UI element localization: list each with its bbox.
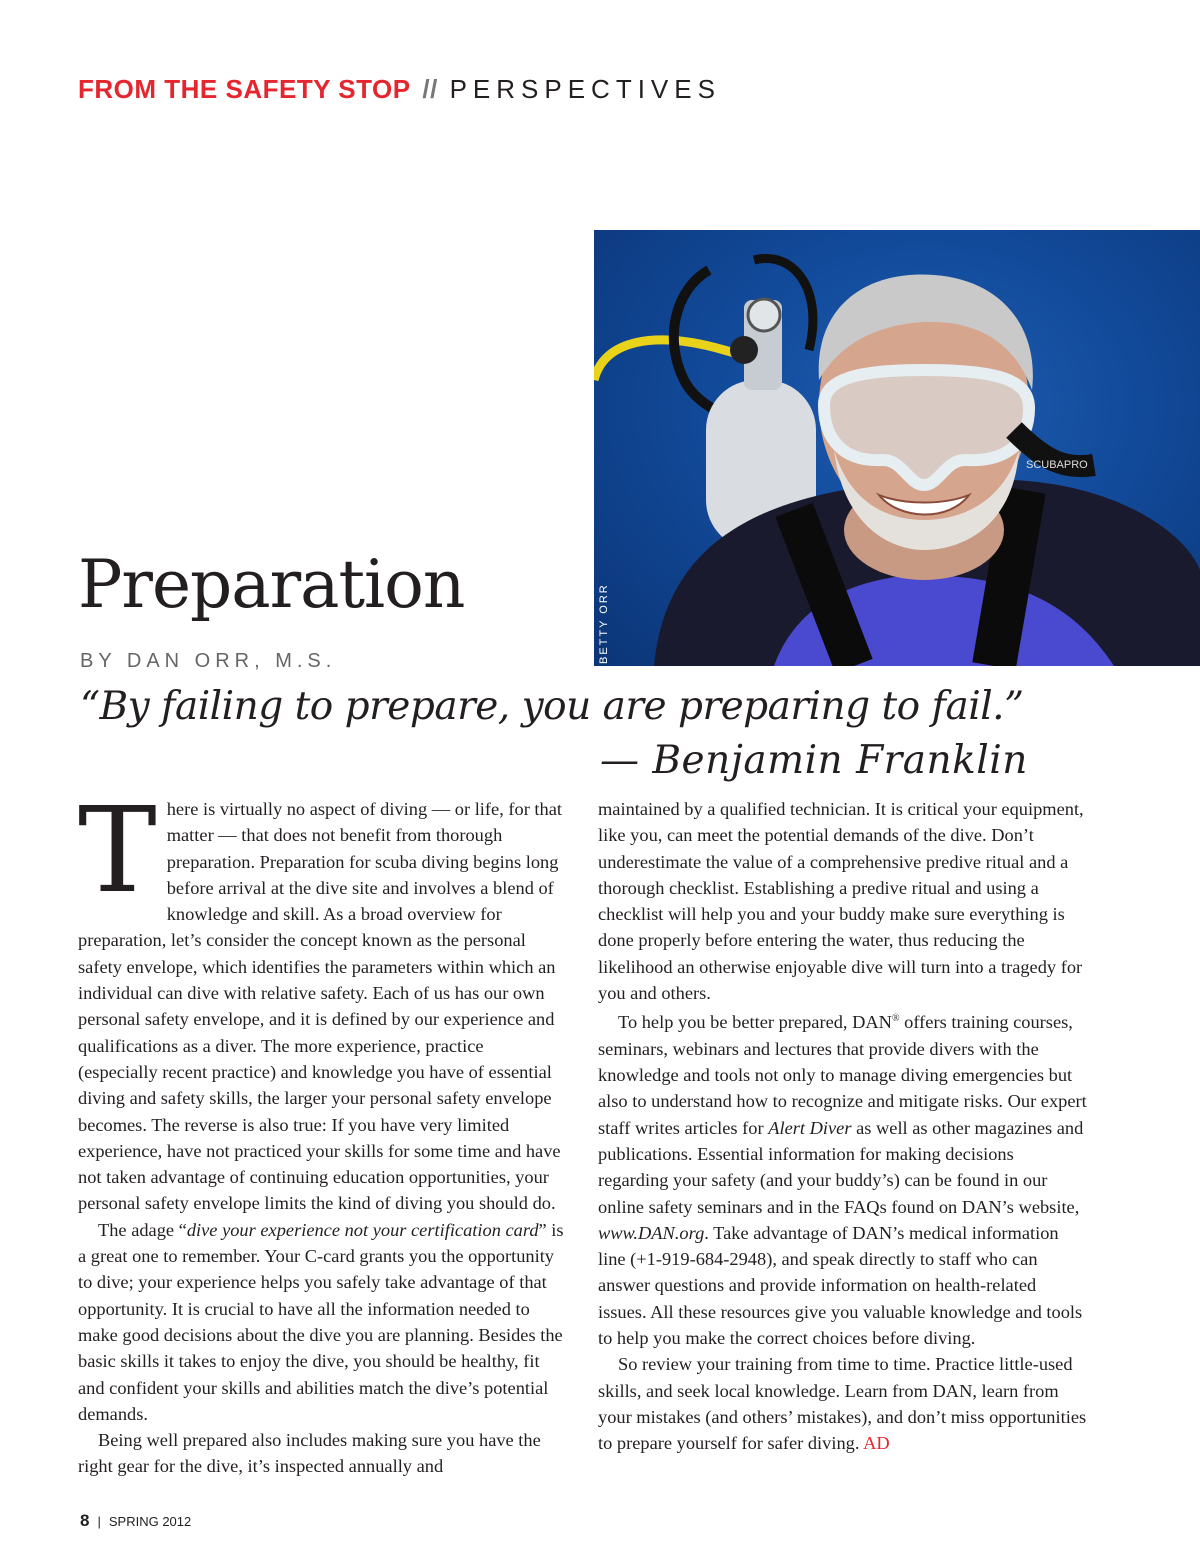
regulator-brand: SCUBAPRO [1026,459,1088,471]
photo-credit: BETTY ORR [598,583,610,664]
drop-cap: T [78,781,157,919]
paragraph-2-italic: dive your experience not your certification card [186,1219,539,1240]
end-mark: AD [863,1433,890,1454]
page-number: 8 [80,1511,90,1530]
magazine-title: Alert Diver [768,1117,852,1138]
paragraph-2-text: The adage “ [98,1219,187,1240]
regulator-first-stage [730,336,758,364]
registered-mark: ® [891,1013,900,1025]
page-folio [80,1511,191,1531]
article-column-left [78,781,566,1480]
issue-label: SPRING 2012 [108,1514,192,1529]
paragraph-4: maintained by a qualified technician. It is critical your equipment, like you, can meet the potential demands of the dive. Don’t underestimate the value of a comprehensive predive ritual and a thorough checklist. Establishing a predive ritual and using a checklist will help you and your buddy make sure everything is done properly before entering the water, thus reducing the likelihood an otherwise enjoyable dive will turn into a tragedy for you and others. [598,799,1084,1004]
paragraph-5-text-b: offers training courses, seminars, webinars and lectures that provide divers with the knowledge and tools not only to manage diving emergencies but also to understand how to recognize and mitigate risks. Our expert staff writes articles for [598,1012,1087,1138]
valve-knob [748,299,780,331]
section-label: FROM THE SAFETY STOP [78,74,411,104]
paragraph-2 [78,1217,566,1427]
paragraph-6 [598,1351,1088,1456]
paragraph-6-text: So review your training from time to time. Practice little-used skills, and seek local knowledge. Learn from DAN, learn from your mistakes (and others’ mistakes), and don’t miss opportunities to prepare yourself for safer diving. [598,1354,1087,1454]
paragraph-2-text-cont: ” is a great one to remember. Your C-card grants you the opportunity to dive; your experience helps you safely take advantage of that opportunity. It is crucial to have all the information needed to make good decisions about the dive you are planning. Besides the basic skills it takes to enjoy the dive, you should be healthy, fit and confident your skills and abilities match the dive’s potential demands. [78,1219,564,1424]
subsection-label: PERSPECTIVES [449,74,721,104]
article-column-right [598,796,1088,1457]
paragraph-5-text-c: as well as other magazines and publications. Essential information for making decisions regarding your safety (and your buddy’s) can be found in our online safety seminars and in the FAQs found on DAN’s website, [598,1117,1084,1217]
article-title: Preparation [78,546,465,623]
paragraph-5-text-d: . Take advantage of DAN’s medical information line (+1-919-684-2948), and speak directly to staff who can answer questions and provide information on health-related issues. All these resources give you valuable knowledge and tools to help you make the correct choices before diving. [598,1222,1083,1349]
byline: BY DAN ORR, M.S. [80,650,337,672]
section-header [78,74,721,105]
folio-separator: | [97,1514,101,1529]
quote-author: — Benjamin Franklin [600,738,1028,783]
diver-photo [594,230,1200,666]
paragraph-1: here is virtually no aspect of diving — or life, for that matter — that does not benefit from thorough preparation. Preparation for scuba diving begins long before arrival at the dive site and involves a blend of knowledge and skill. As a broad overview for preparation, let’s consider the concept known as the personal safety envelope, which identifies the parameters within which an individual can dive with relative safety. Each of us has our own personal safety envelope, and it is defined by our experience and qualifications as a diver. The more experience, practice (especially recent practice) and knowledge you have of essential diving and safety skills, the larger your personal safety envelope becomes. The reverse is also true: If you have very limited experience, have not practiced your skills for some time and have not taken advantage of continuing education opportunities, your personal safety envelope limits the kind of diving you should do. [78,799,563,1214]
paragraph-3: Being well prepared also includes making sure you have the right gear for the dive, it’s inspected annually and [78,1430,541,1477]
website-link[interactable]: www.DAN.org [598,1222,705,1243]
pull-quote: “By failing to prepare, you are preparing to fail.” [80,684,1024,729]
paragraph-5 [598,1006,1088,1351]
section-separator: // [422,74,438,104]
diver-illustration [594,230,1200,666]
paragraph-5-text: To help you be better prepared, DAN [618,1012,892,1033]
